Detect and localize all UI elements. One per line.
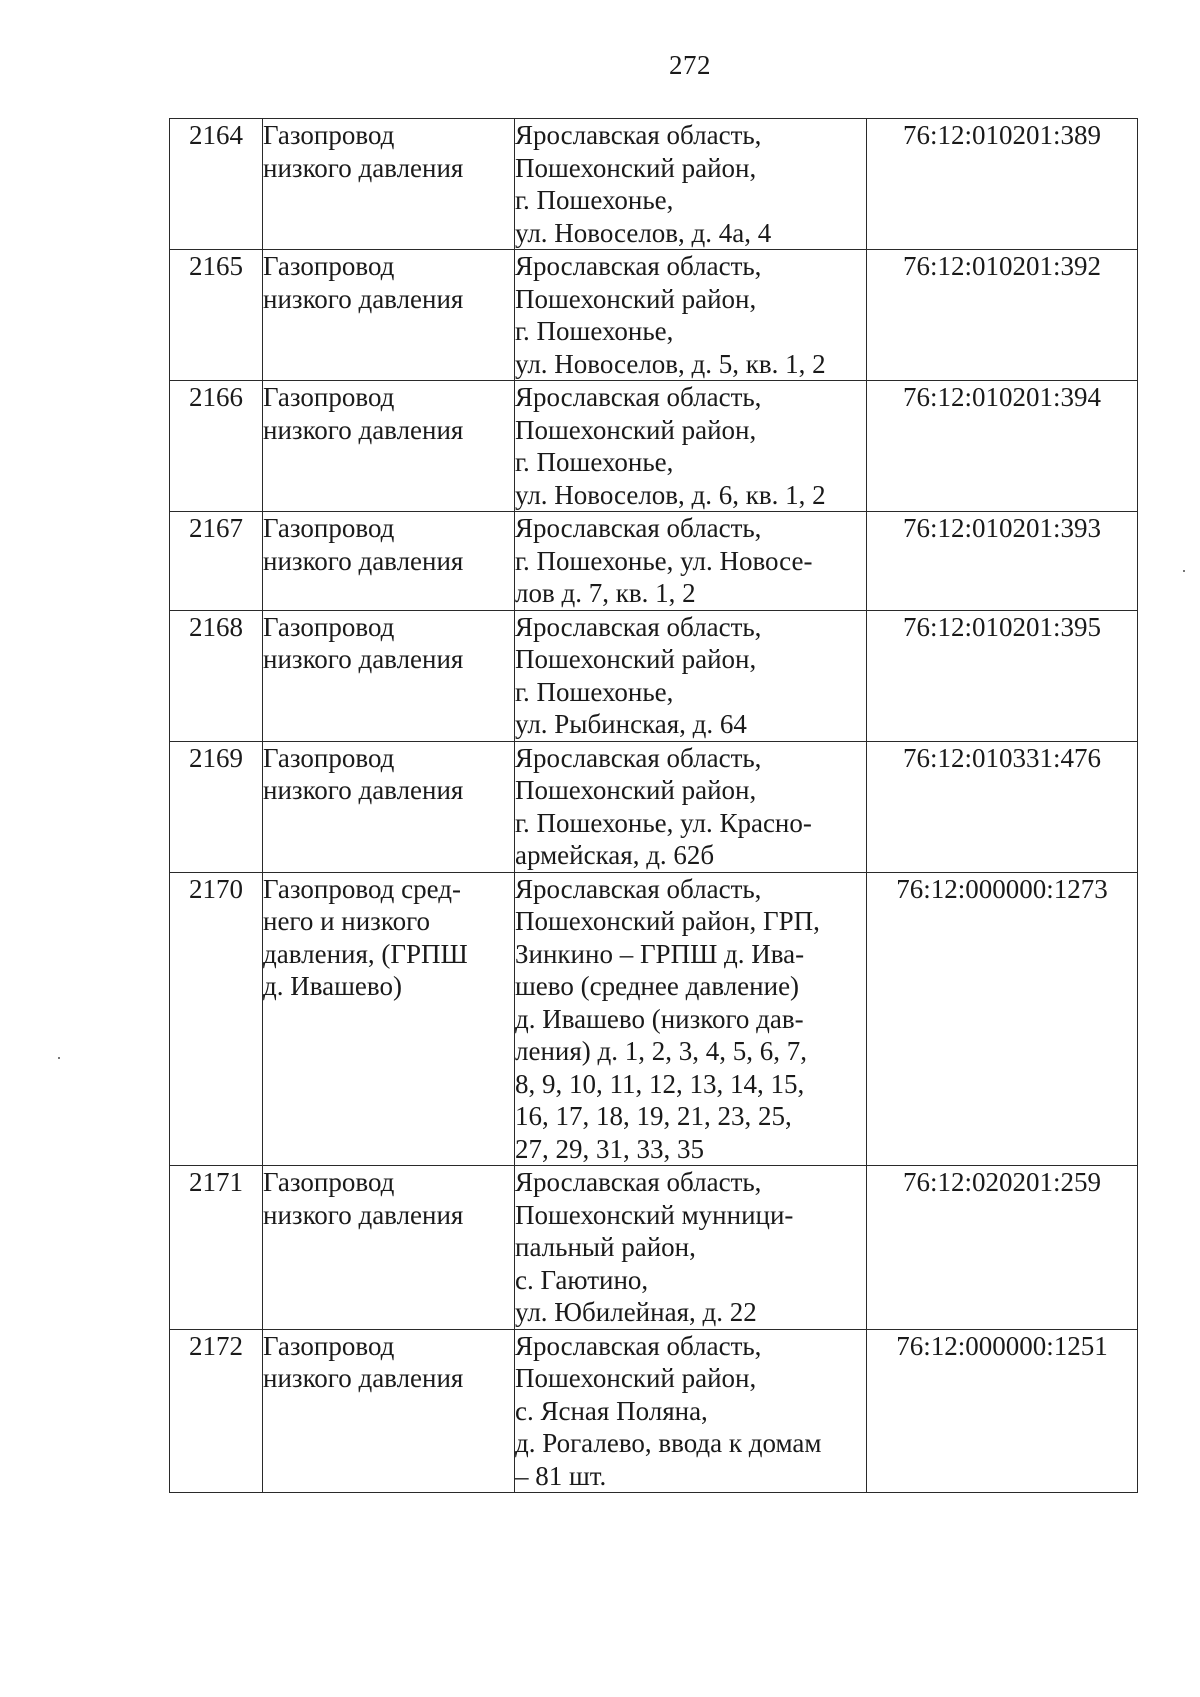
address-line: шево (среднее давление): [515, 971, 800, 1001]
address-line: Ярославская область,: [515, 611, 762, 642]
object-name-cell: [263, 741, 515, 872]
object-name-line: низкого давления: [263, 414, 464, 445]
table-row: [170, 1329, 1138, 1493]
address-line: Ярославская область,: [515, 513, 762, 543]
address-line: ул. Юбилейная, д. 22: [515, 1297, 757, 1327]
row-number-cell: 2172: [170, 1329, 263, 1493]
row-number-cell: 2171: [170, 1166, 263, 1330]
object-name-line: него и низкого: [263, 906, 430, 936]
address-cell: [515, 119, 867, 250]
address-line: Пошехонский район,: [515, 775, 757, 805]
table-row: [170, 119, 1138, 250]
address-line: 8, 9, 10, 11, 12, 13, 14, 15,: [515, 1068, 805, 1099]
address-line: – 81 шт.: [515, 1460, 607, 1491]
address-cell: [515, 1166, 867, 1330]
object-name-cell: [263, 872, 515, 1166]
address-line: Пошехонский район, ГРП,: [515, 906, 820, 936]
row-number-cell: 2164: [170, 119, 263, 250]
cadastral-number-cell: 76:12:010201:395: [867, 610, 1138, 741]
address-line: Зинкино – ГРПШ д. Ива-: [515, 938, 805, 969]
address-line: 27, 29, 31, 33, 35: [515, 1133, 704, 1164]
address-line: 16, 17, 18, 19, 21, 23, 25,: [515, 1101, 792, 1131]
cadastral-number-cell: 76:12:020201:259: [867, 1166, 1138, 1330]
row-number-cell: 2166: [170, 381, 263, 512]
object-name-cell: [263, 119, 515, 250]
address-cell: [515, 512, 867, 611]
address-line: с. Гаютино,: [515, 1264, 649, 1295]
address-line: г. Пошехонье,: [515, 676, 674, 707]
address-line: ул. Рыбинская, д. 64: [515, 709, 747, 739]
address-line: д. Ивашево (низкого дав-: [515, 1003, 804, 1034]
object-name-cell: [263, 1166, 515, 1330]
registry-table: [169, 118, 1138, 1493]
table-row: [170, 512, 1138, 611]
address-line: г. Пошехонье, ул. Новосе-: [515, 545, 813, 576]
table-row: [170, 872, 1138, 1166]
address-line: Ярославская область,: [515, 251, 762, 281]
object-name-line: низкого давления: [263, 545, 464, 576]
row-number-cell: 2168: [170, 610, 263, 741]
cadastral-number-cell: 76:12:010201:392: [867, 250, 1138, 381]
address-line: Пошехонский район,: [515, 152, 757, 183]
object-name-line: Газопровод: [263, 1330, 395, 1361]
address-line: ул. Новоселов, д. 6, кв. 1, 2: [515, 479, 826, 510]
row-number-cell: 2165: [170, 250, 263, 381]
scan-speck: [58, 1057, 60, 1059]
object-name-line: Газопровод: [263, 1167, 395, 1197]
address-cell: [515, 741, 867, 872]
address-cell: [515, 381, 867, 512]
object-name-line: Газопровод: [263, 120, 395, 150]
object-name-line: низкого давления: [263, 283, 464, 314]
address-line: пальный район,: [515, 1232, 696, 1262]
address-line: Ярославская область,: [515, 382, 762, 412]
address-cell: [515, 610, 867, 741]
object-name-line: давления, (ГРПШ: [263, 938, 468, 969]
address-line: г. Пошехонье,: [515, 447, 674, 477]
object-name-line: низкого давления: [263, 1199, 464, 1230]
object-name-cell: [263, 512, 515, 611]
row-number-cell: 2169: [170, 741, 263, 872]
address-line: армейская, д. 62б: [515, 840, 715, 870]
object-name-line: Газопровод сред-: [263, 873, 461, 904]
address-line: Пошехонский район,: [515, 283, 757, 314]
row-number-cell: 2167: [170, 512, 263, 611]
object-name-line: Газопровод: [263, 742, 395, 773]
address-line: ул. Новоселов, д. 4а, 4: [515, 217, 772, 248]
page-number: 272: [669, 50, 711, 80]
address-line: д. Рогалево, ввода к домам: [515, 1428, 822, 1458]
object-name-line: д. Ивашево): [263, 971, 402, 1001]
object-name-line: низкого давления: [263, 775, 464, 805]
address-line: Пошехонский район,: [515, 644, 757, 674]
address-line: г. Пошехонье, ул. Красно-: [515, 807, 812, 838]
address-line: Ярославская область,: [515, 742, 762, 773]
object-name-line: Газопровод: [263, 611, 395, 642]
address-line: лов д. 7, кв. 1, 2: [515, 578, 696, 608]
address-line: Пошехонский район,: [515, 414, 757, 445]
address-line: Ярославская область,: [515, 1167, 762, 1197]
cadastral-number-cell: 76:12:000000:1251: [867, 1329, 1138, 1493]
address-line: ул. Новоселов, д. 5, кв. 1, 2: [515, 348, 826, 379]
address-line: с. Ясная Поляна,: [515, 1395, 708, 1426]
address-line: г. Пошехонье,: [515, 316, 674, 346]
table-row: [170, 381, 1138, 512]
row-number-cell: 2170: [170, 872, 263, 1166]
table-row: [170, 250, 1138, 381]
address-cell: [515, 1329, 867, 1493]
table-row: [170, 610, 1138, 741]
object-name-line: Газопровод: [263, 251, 395, 281]
object-name-cell: [263, 610, 515, 741]
object-name-cell: [263, 381, 515, 512]
address-line: г. Пошехонье,: [515, 185, 674, 215]
address-line: Ярославская область,: [515, 120, 762, 150]
cadastral-number-cell: 76:12:010201:393: [867, 512, 1138, 611]
table-row: [170, 1166, 1138, 1330]
address-cell: [515, 250, 867, 381]
cadastral-number-cell: 76:12:010201:394: [867, 381, 1138, 512]
table-row: [170, 741, 1138, 872]
cadastral-number-cell: 76:12:010201:389: [867, 119, 1138, 250]
object-name-line: низкого давления: [263, 1363, 464, 1393]
object-name-line: низкого давления: [263, 644, 464, 674]
object-name-line: Газопровод: [263, 382, 395, 412]
address-cell: [515, 872, 867, 1166]
registry-table-body: [170, 119, 1138, 1493]
object-name-line: низкого давления: [263, 152, 464, 183]
object-name-cell: [263, 250, 515, 381]
address-line: Пошехонский район,: [515, 1363, 757, 1393]
address-line: Ярославская область,: [515, 1330, 762, 1361]
scan-speck: [1183, 570, 1185, 572]
object-name-line: Газопровод: [263, 513, 395, 543]
object-name-cell: [263, 1329, 515, 1493]
address-line: Ярославская область,: [515, 873, 762, 904]
cadastral-number-cell: 76:12:000000:1273: [867, 872, 1138, 1166]
address-line: Пошехонский мунници-: [515, 1199, 794, 1230]
address-line: ления) д. 1, 2, 3, 4, 5, 6, 7,: [515, 1036, 808, 1066]
cadastral-number-cell: 76:12:010331:476: [867, 741, 1138, 872]
